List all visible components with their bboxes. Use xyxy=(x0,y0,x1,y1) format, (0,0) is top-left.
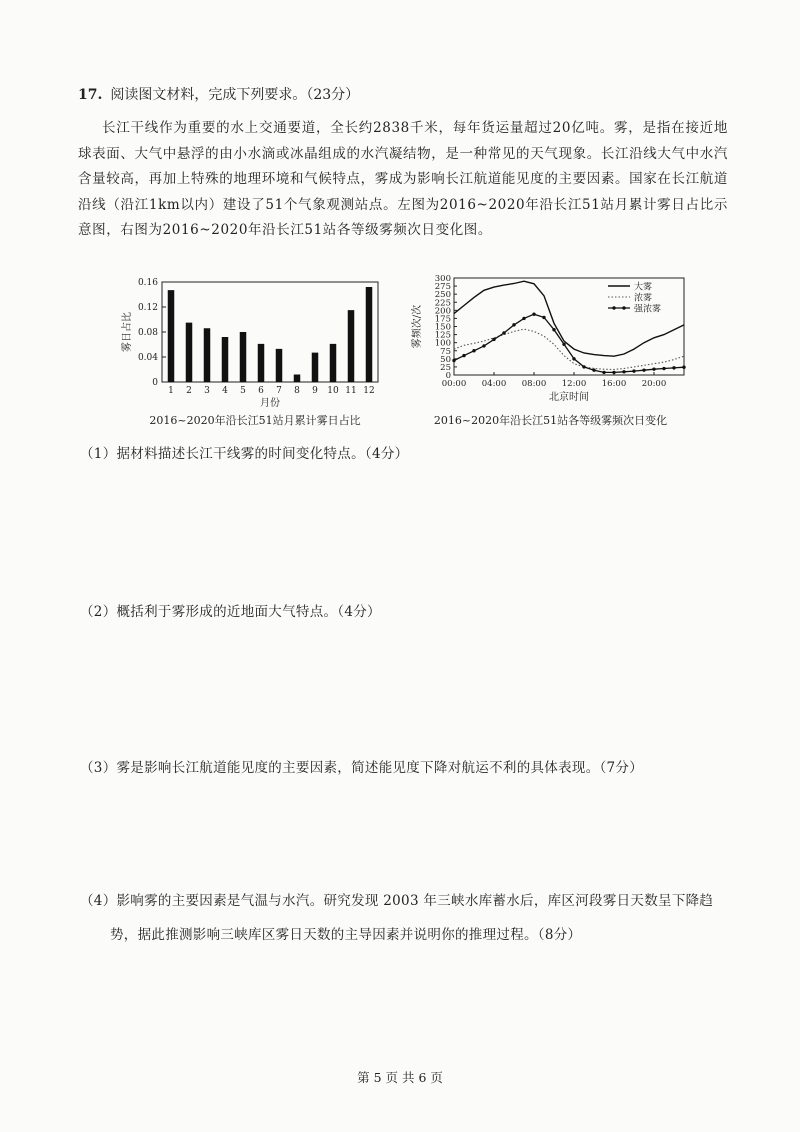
page-footer: 第 5 页 共 6 页 xyxy=(357,1070,443,1085)
x-tick-label: 12 xyxy=(363,386,375,396)
y-tick-label: 150 xyxy=(434,322,451,333)
data-point xyxy=(672,366,675,369)
bar xyxy=(366,287,373,382)
y-tick-label: 0.08 xyxy=(137,328,158,338)
bar xyxy=(222,337,229,382)
data-point xyxy=(552,328,555,331)
data-point xyxy=(652,367,655,370)
x-tick-label: 12:00 xyxy=(561,379,587,389)
y-tick-label: 200 xyxy=(434,306,451,317)
bar xyxy=(186,323,193,382)
data-point xyxy=(632,369,635,372)
legend-label: 浓雾 xyxy=(634,293,653,304)
x-tick-label: 10 xyxy=(327,386,339,396)
data-point xyxy=(642,368,645,371)
legend-marker xyxy=(612,306,615,309)
data-point xyxy=(562,343,565,346)
x-tick-label: 11 xyxy=(345,386,357,396)
line-chart xyxy=(408,270,693,408)
x-tick-label: 4 xyxy=(222,386,228,396)
plot-frame xyxy=(162,282,378,382)
data-point xyxy=(662,367,665,370)
bar xyxy=(276,349,283,382)
y-tick-label: 0 xyxy=(152,378,158,388)
x-tick-label: 6 xyxy=(258,386,264,396)
series-line-2 xyxy=(454,329,684,369)
y-axis-label: 雾日占比 xyxy=(122,312,133,352)
y-tick-label: 75 xyxy=(440,346,451,357)
bar xyxy=(348,310,355,382)
x-tick-label: 5 xyxy=(240,386,246,396)
y-tick-label: 125 xyxy=(434,330,451,341)
data-point xyxy=(512,323,515,326)
data-point xyxy=(682,366,685,369)
x-tick-label: 2 xyxy=(186,386,192,396)
data-point xyxy=(622,370,625,373)
data-point xyxy=(472,349,475,352)
x-tick-label: 04:00 xyxy=(481,379,507,389)
material-paragraph: 长江干线作为重要的水上交通要道，全长约2838千米，每年货运量超过20亿吨。雾，是指在接近地球表面、大气中悬浮的由小水滴或冰晶组成的水汽凝结物，是一种常见的天气现象。长江沿线大气中水汽含量较高，再加上特殊的地理环境和气候特点，雾成为影响长江航道能见度的主要因素。国家在长江航道沿线（沿江1km以内）建设了51个气象观测站点。左图为2016~2020年沿长江51站月累计雾日占比示意图，右图为2016~2020年沿长江51站各等级雾频次日变化图。 xyxy=(78,120,728,238)
data-point xyxy=(452,359,455,362)
bar-chart-caption: 2016~2020年沿长江51站月累计雾日占比 xyxy=(149,414,361,427)
y-tick-label: 275 xyxy=(434,282,451,293)
data-point xyxy=(612,371,615,374)
x-axis-label: 月份 xyxy=(260,398,280,408)
sub-question-4 xyxy=(80,884,720,952)
data-point xyxy=(602,371,605,374)
series-line-3 xyxy=(454,314,684,372)
bar-chart-panel xyxy=(116,272,394,432)
y-axis-label: 雾频次/次 xyxy=(412,304,423,349)
y-tick-label: 50 xyxy=(440,354,451,365)
sub-question-4-line2: 势，据此推测影响三峡库区雾日天数的主导因素并说明你的推理过程。（8分） xyxy=(110,927,582,943)
data-point xyxy=(542,316,545,319)
y-tick-label: 25 xyxy=(440,362,451,373)
x-tick-label: 16:00 xyxy=(601,379,627,389)
y-tick-label: 0.16 xyxy=(137,278,158,288)
bar xyxy=(240,332,247,382)
x-axis-label: 北京时间 xyxy=(549,392,589,403)
data-point xyxy=(492,338,495,341)
y-tick-label: 300 xyxy=(434,274,451,284)
x-tick-label: 1 xyxy=(168,386,174,396)
bar xyxy=(258,344,265,382)
legend-marker xyxy=(622,306,625,309)
bar-chart xyxy=(116,272,394,408)
line-chart-caption: 2016~2020年沿长江51站各等级雾频次日变化 xyxy=(433,414,668,427)
y-tick-label: 250 xyxy=(434,290,451,301)
x-tick-label: 00:00 xyxy=(441,379,467,389)
bar xyxy=(294,375,301,383)
data-point xyxy=(572,357,575,360)
sub-question-3: （3）雾是影响长江航道能见度的主要因素，简述能见度下降对航运不利的具体表现。（7分） xyxy=(80,760,644,776)
data-point xyxy=(482,344,485,347)
data-point xyxy=(592,368,595,371)
y-tick-label: 0 xyxy=(445,371,451,381)
data-point xyxy=(522,317,525,320)
y-tick-label: 100 xyxy=(434,338,451,349)
x-tick-label: 7 xyxy=(276,386,282,396)
x-tick-label: 3 xyxy=(204,386,210,396)
y-tick-label: 0.04 xyxy=(137,353,158,363)
bar xyxy=(168,290,175,382)
x-tick-label: 9 xyxy=(312,386,318,396)
bar xyxy=(204,328,211,382)
data-point xyxy=(462,354,465,357)
question-number: 17. xyxy=(78,87,103,103)
sub-question-4-line1: （4）影响雾的主要因素是气温与水汽。研究发现 2003 年三峡水库蓄水后，库区河段雾日天数呈下降趋 xyxy=(80,893,714,909)
y-tick-label: 0.12 xyxy=(137,303,158,313)
bar xyxy=(330,344,337,382)
data-point xyxy=(532,313,535,316)
line-chart-panel xyxy=(408,270,693,432)
legend-label: 大雾 xyxy=(634,282,653,293)
legend-label: 强浓雾 xyxy=(634,304,662,315)
y-tick-label: 225 xyxy=(434,298,451,309)
x-tick-label: 08:00 xyxy=(521,379,547,389)
sub-question-2: （2）概括利于雾形成的近地面大气特点。（4分） xyxy=(80,604,381,620)
bar xyxy=(312,353,319,382)
x-tick-label: 20:00 xyxy=(641,379,667,389)
question-header xyxy=(78,84,359,104)
y-tick-label: 175 xyxy=(434,314,451,325)
question-intro: 阅读图文材料，完成下列要求。（23分） xyxy=(110,87,360,103)
data-point xyxy=(502,331,505,334)
x-tick-label: 8 xyxy=(294,386,300,396)
data-point xyxy=(582,365,585,368)
sub-question-1: （1）据材料描述长江干线雾的时间变化特点。（4分） xyxy=(80,446,409,462)
